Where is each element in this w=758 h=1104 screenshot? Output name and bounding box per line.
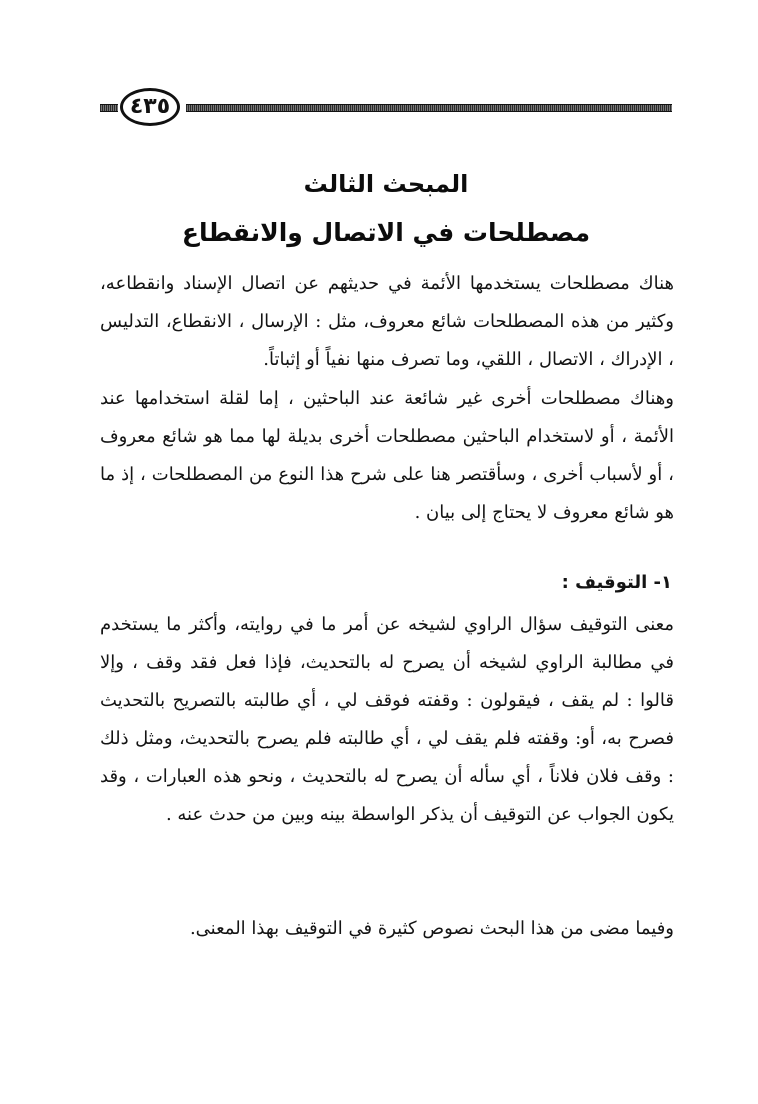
section-title: المبحث الثالث xyxy=(303,170,469,198)
header-rule-end xyxy=(100,104,118,112)
second-paragraph: وهناك مصطلحات أخرى غير شائعة عند الباحثين ، إما لقلة استخدامها عند الأئمة ، أو لاستخدام الباحثين مصطلحات أخرى بديلة لها مما هو شائع معروف ، أو لأسباب أخرى ، وسأقتصر هنا على شرح هذا النوع من المصطلحات ، إذ ما هو شائع معروف لا يحتاج إلى بيان . xyxy=(100,388,674,523)
page-header xyxy=(100,86,672,132)
closing-paragraph: وفيما مضى من هذا البحث نصوص كثيرة في التوقيف بهذا المعنى. xyxy=(189,918,674,939)
header-rule xyxy=(186,104,672,112)
tawqif-heading: ١- التوقيف : xyxy=(561,572,672,593)
intro-paragraph: هناك مصطلحات يستخدمها الأئمة في حديثهم عن اتصال الإسناد وانقطاعه، وكثير من هذه المصطلحات شائع معروف، مثل : الإرسال ، الانقطاع، التدليس ، الإدراك ، الاتصال ، اللقي، وما تصرف منها نفياً أو إثباتاً. xyxy=(100,273,674,370)
subject-title: مصطلحات في الاتصال والانقطاع xyxy=(181,218,591,247)
page-number: ٤٣٥ xyxy=(120,88,180,126)
tawqif-paragraph: معنى التوقيف سؤال الراوي لشيخه عن أمر ما في روايته، وأكثر ما يستخدم في مطالبة الراوي لشيخه أن يصرح له بالتحديث، فإذا فعل فقد وقف ، وإلا قالوا : لم يقف ، فيقولون : وقفته فوقف لي ، أي طالبته بالتصريح بالتحديث فصرح به، أو: وقفته فلم يقف لي ، أي طالبته فلم يصرح بالتحديث، ومثل ذلك : وقف فلان فلاناً ، أي سأله أن يصرح له بالتحديث ، ونحو هذه العبارات ، وقد يكون الجواب عن التوقيف أن يذكر الواسطة بينه وبين من حدث عنه . xyxy=(100,614,674,825)
